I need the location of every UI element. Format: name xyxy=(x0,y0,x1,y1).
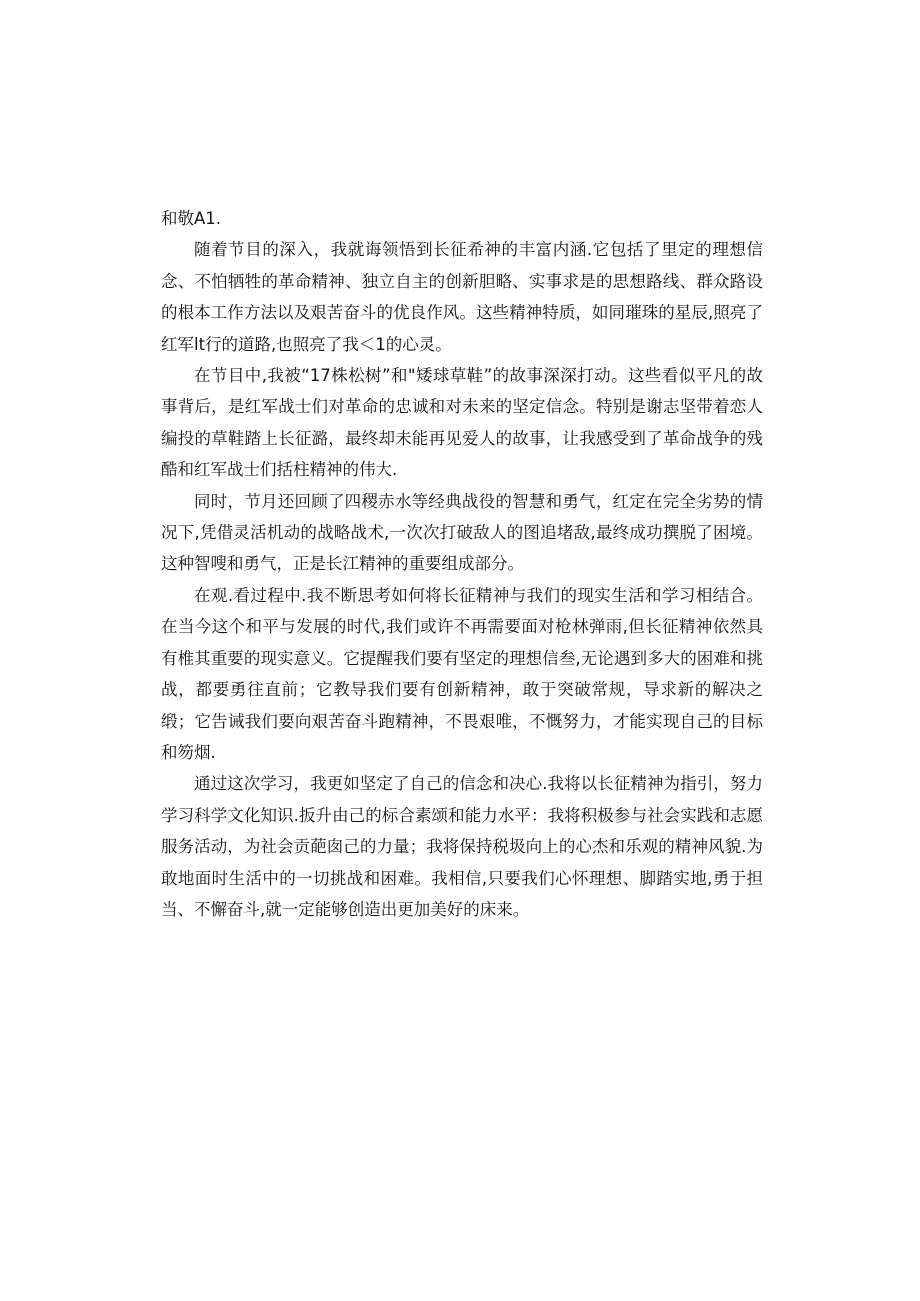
document-body xyxy=(161,203,763,925)
paragraph-5: 在观.看过程中.我不断思考如何将长征精神与我们的现实生活和学习相结合。在当今这个和平与发展的时代,我们或许不再需要面对枪林弹雨,但长征精神依然具有椎其重要的现实意义。它提醒我们要有坚定的理想信叁,无论遇到多大的困难和挑战，都要勇往直前；它教导我们要有创新精神，敢于突破常规，导求新的解决之缎；它告诫我们要向艰苦奋斗跑精神，不畏艰唯，不慨努力，才能实现自己的目标和笏烟. xyxy=(161,585,763,762)
paragraph-3: 在节目中,我被“17株松树”和"矮球草鞋”的故事深深打动。这些看似平凡的故事背后，是红军战士们对革命的忠诚和对未来的坚定信念。特别是谢志坚带着恋人编投的草鞋踏上长征潞，最终却未能再见爱人的故事，让我感受到了革命战争的残酷和红军战士们括柱精神的伟大. xyxy=(161,366,763,480)
paragraph-6: 通过这次学习，我更如坚定了自己的信念和决心.我将以长征精神为指引，努力学习科学文化知识.扳升由己的标合素颂和能力水平：我将积极参与社会实践和志愿服务活动，为社会贡葩囱己的力量；我将保持税圾向上的心杰和乐观的精神风貌.为敢地面时生活中的一切挑战和困难。我相信,只要我们心怀理想、脚踏实地,勇于担当、不懈奋斗,就一定能够创造出更加美好的床来。 xyxy=(161,774,763,919)
paragraph-4: 同时，节月还回顾了四稷赤水等经典战役的智慧和勇气，红定在完全劣势的情况下,凭借灵活机动的战略战术,一次次打破敌人的图追堵敌,最终成功撰脱了困境。这种智嗖和勇气，正是长江精神的重要组成部分。 xyxy=(161,491,763,574)
paragraph-2: 随着节目的深入，我就诲领悟到长征希神的丰富内涵.它包括了里定的理想信念、不怕牺牲的革命精神、独立自主的创新胆略、实事求是的思想路线、群众路设的根本工作方法以及艰苦奋斗的优良作风。这些精神特质，如同璀珠的星辰,照亮了红军lt行的道路,也照亮了我＜1的心灵。 xyxy=(161,240,763,354)
paragraph-1: 和敬A1. xyxy=(161,209,222,228)
